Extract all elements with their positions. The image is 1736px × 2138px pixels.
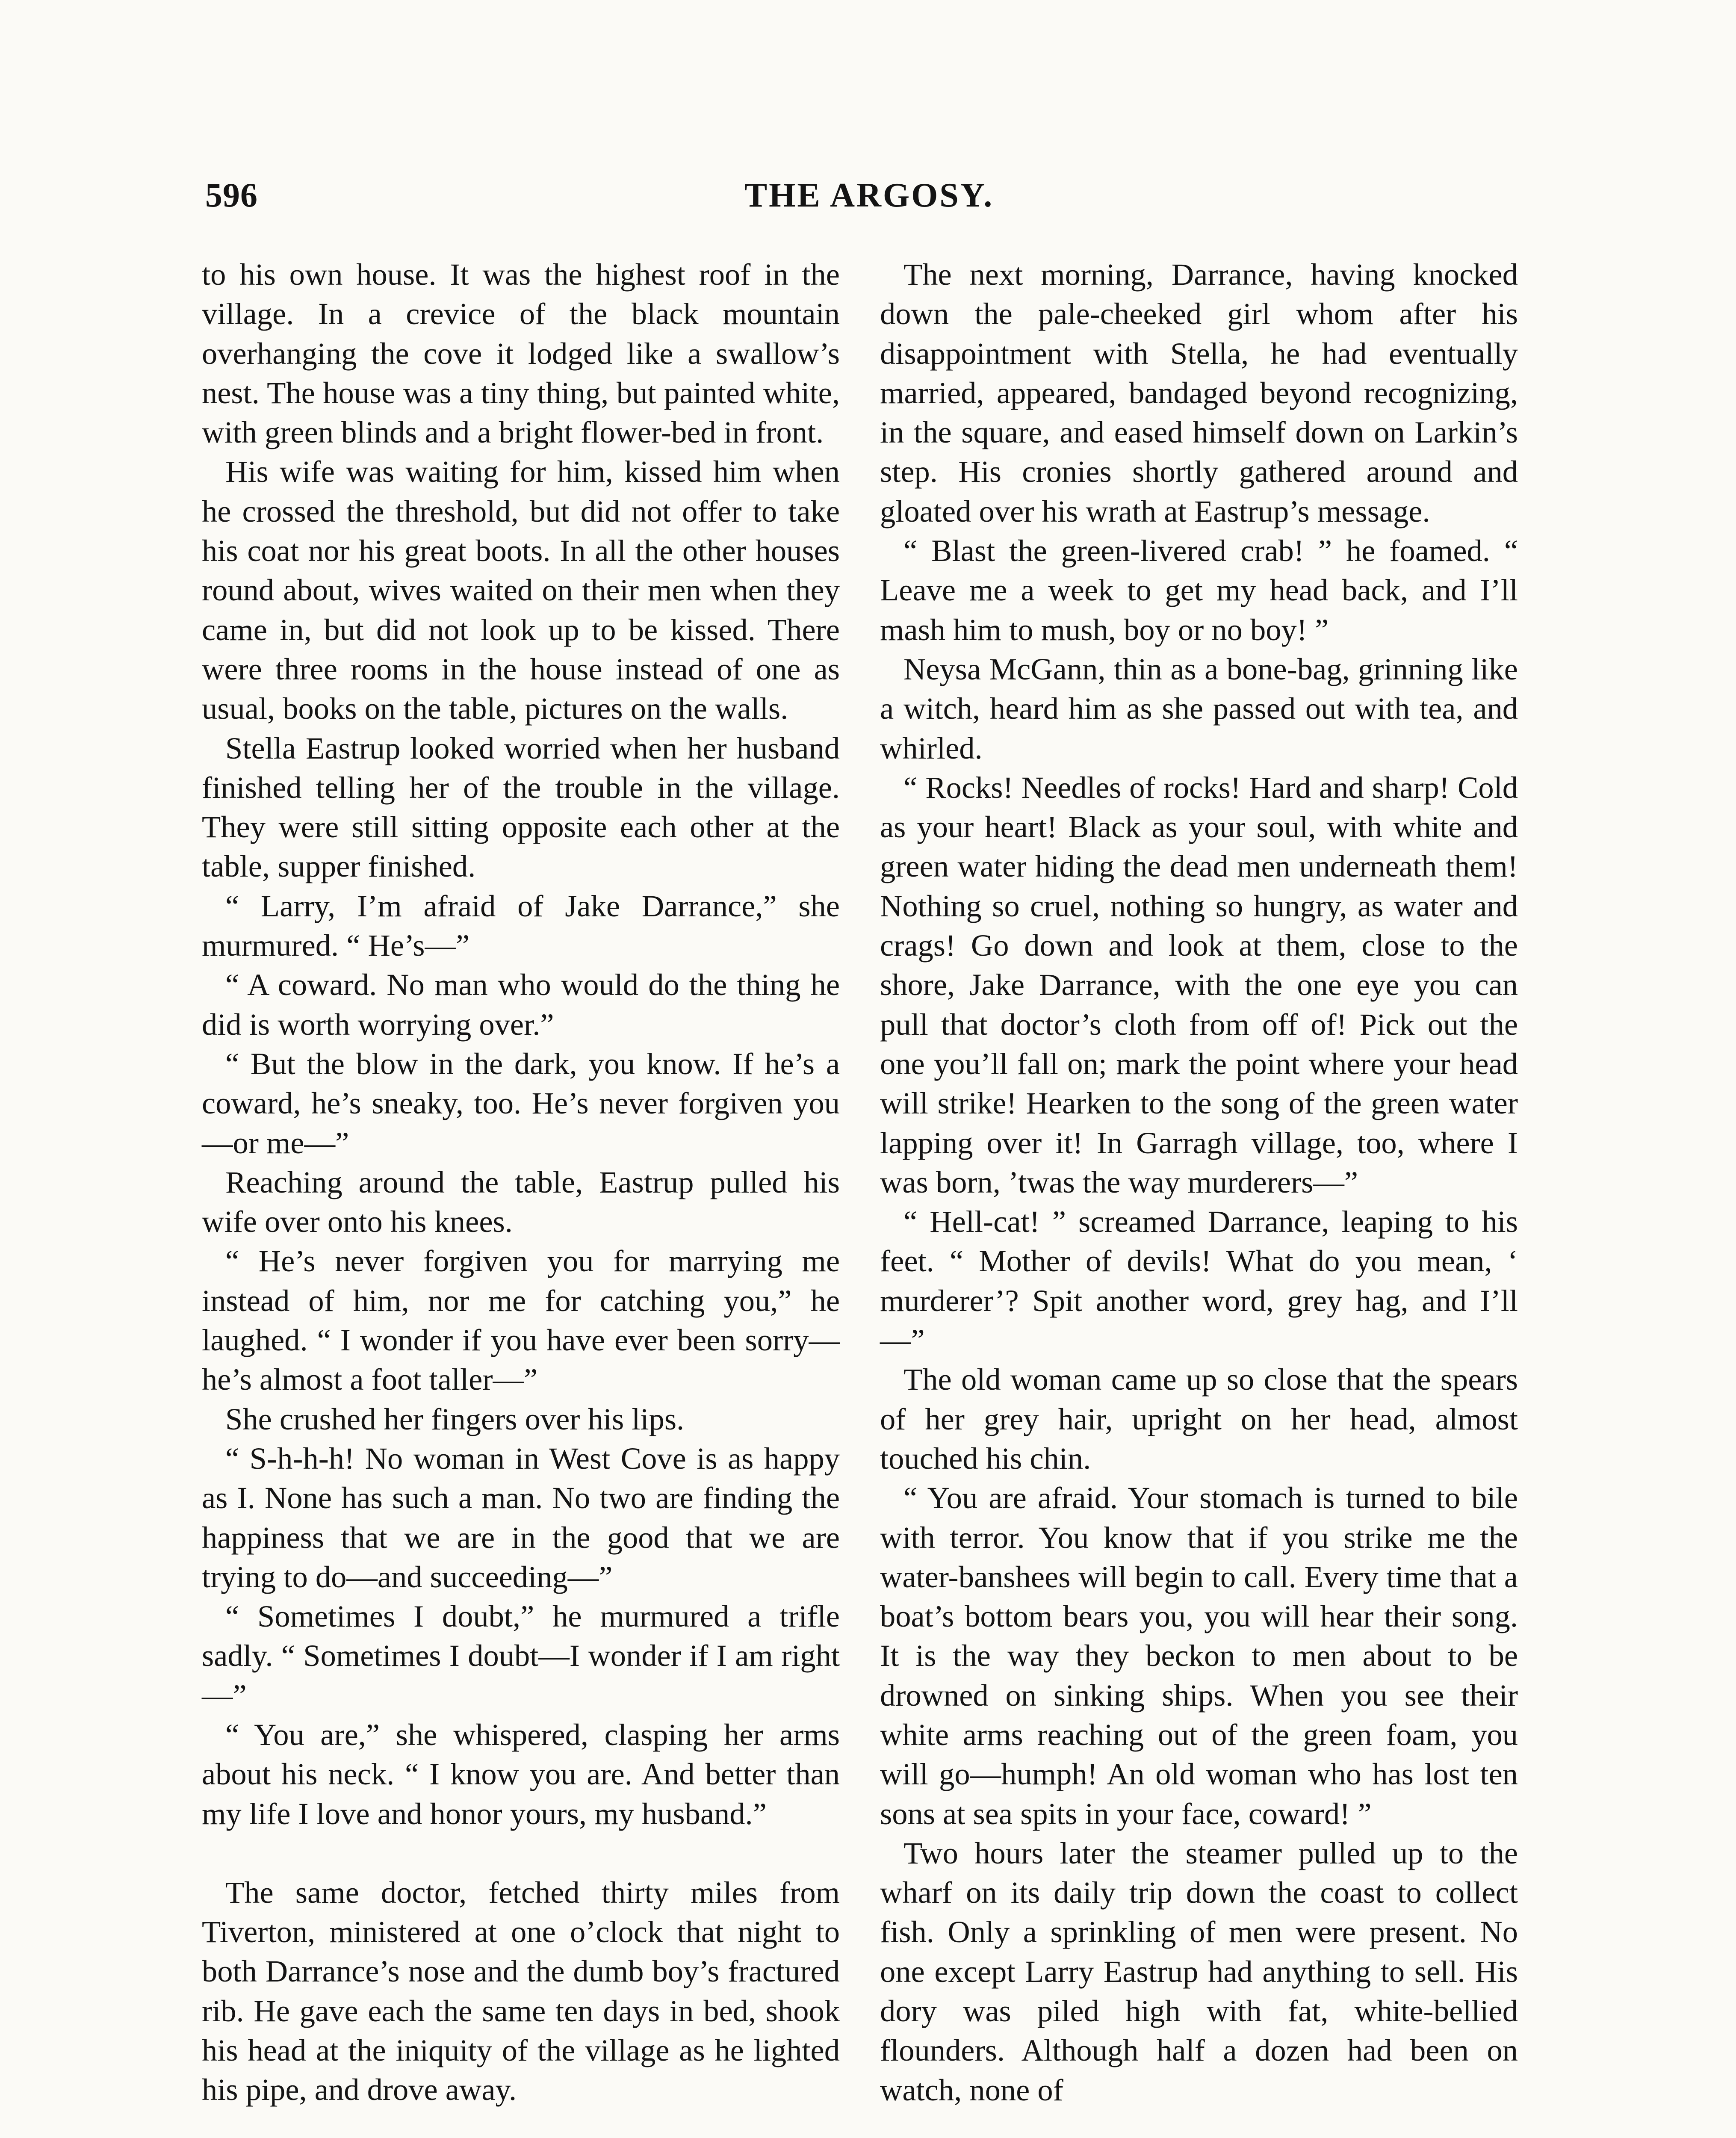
paragraph: “ A coward. No man who would do the thing he did is worth worrying over.”	[202, 967, 840, 1042]
paragraph: The old woman came up so close that the spears of her grey hair, upright on her head, almost touched his chin.	[880, 1362, 1518, 1476]
paragraph: to his own house. It was the highest roof in the village. In a crevice of the black mountain overhanging the cove it lodged like a swallow’s nest. The house was a tiny thing, but painted white, with green blinds and a bright flower-bed in front.	[202, 257, 840, 450]
paragraph: “ He’s never forgiven you for marrying me instead of him, nor me for catching you,” he laughed. “ I wonder if you have ever been sorry—he’s almost a foot taller—”	[202, 1243, 840, 1397]
paragraph: The same doctor, fetched thirty miles from Tiverton, ministered at one o’clock that night to both Darrance’s nose and the dumb boy’s fractured rib. He gave each the same ten days in bed, shook his head at the iniquity of the village as he lighted his pipe, and drove away.	[202, 1875, 840, 2107]
paragraph: His wife was waiting for him, kissed him when he crossed the threshold, but did not offer to take his coat nor his great boots. In all the other houses round about, wives waited on their men when they came in, but did not look up to be kissed. There were three rooms in the house instead of one as usual, books on the table, pictures on the walls.	[202, 454, 840, 726]
magazine-title: THE ARGOSY.	[744, 177, 994, 214]
paragraph: “ Hell-cat! ” screamed Darrance, leaping to his feet. “ Mother of devils! What do you mean, ‘ murderer’? Spit another word, grey hag, and I’ll—”	[880, 1204, 1518, 1358]
paragraph: The next morning, Darrance, having knocked down the pale-cheeked girl whom after his disappointment with Stella, he had eventually married, appeared, bandaged beyond recognizing, in the square, and eased himself down on Larkin’s step. His cronies shortly gathered around and gloated over his wrath at Eastrup’s message.	[880, 257, 1518, 529]
left-column	[202, 255, 840, 2110]
paragraph: “ But the blow in the dark, you know. If he’s a coward, he’s sneaky, too. He’s never forgiven you—or me—”	[202, 1046, 840, 1160]
paragraph: “ Blast the green-livered crab! ” he foamed. “ Leave me a week to get my head back, and I’ll mash him to mush, boy or no boy! ”	[880, 533, 1518, 647]
paragraph: Stella Eastrup looked worried when her husband finished telling her of the trouble in the village. They were still sitting opposite each other at the table, supper finished.	[202, 730, 840, 884]
paragraph: “ Sometimes I doubt,” he murmured a trifle sadly. “ Sometimes I doubt—I wonder if I am right—”	[202, 1599, 840, 1713]
paragraph: “ You are afraid. Your stomach is turned to bile with terror. You know that if you strike me the water-banshees will begin to call. Every time that a boat’s bottom bears you, you will hear their song. It is the way they beckon to men about to be drowned on sinking ships. When you see their white arms reaching out of the green foam, you will go—humph! An old woman who has lost ten sons at sea spits in your face, coward! ”	[880, 1480, 1518, 1831]
paragraph: Two hours later the steamer pulled up to the wharf on its daily trip down the coast to collect fish. Only a sprinkling of men were present. No one except Larry Eastrup had anything to sell. His dory was piled high with fat, white-bellied flounders. Although half a dozen had been on watch, none of	[880, 1835, 1518, 2107]
paragraph: Reaching around the table, Eastrup pulled his wife over onto his knees.	[202, 1164, 840, 1239]
paragraph: “ You are,” she whispered, clasping her arms about his neck. “ I know you are. And better than my life I love and honor yours, my husband.”	[202, 1717, 840, 1831]
paragraph: Neysa McGann, thin as a bone-bag, grinning like a witch, heard him as she passed out with tea, and whirled.	[880, 651, 1518, 765]
paragraph: She crushed her fingers over his lips.	[225, 1401, 685, 1436]
right-column	[880, 255, 1518, 2110]
paragraph: “ Rocks! Needles of rocks! Hard and sharp! Cold as your heart! Black as your soul, with white and green water hiding the dead men underneath them! Nothing so cruel, nothing so hungry, as water and crags! Go down and look at them, close to the shore, Jake Darrance, with the one eye you can pull that doctor’s cloth from off of! Pick out the one you’ll fall on; mark the point where your head will strike! Hearken to the song of the green water lapping over it! In Garragh village, too, where I was born, ’twas the way murderers—”	[880, 770, 1518, 1199]
paragraph: “ Larry, I’m afraid of Jake Darrance,” she murmured. “ He’s—”	[202, 888, 840, 963]
paragraph: “ S-h-h-h! No woman in West Cove is as happy as I. None has such a man. No two are finding the happiness that we are in the good that we are trying to do—and succeeding—”	[202, 1441, 840, 1594]
page-number: 596	[205, 177, 258, 214]
